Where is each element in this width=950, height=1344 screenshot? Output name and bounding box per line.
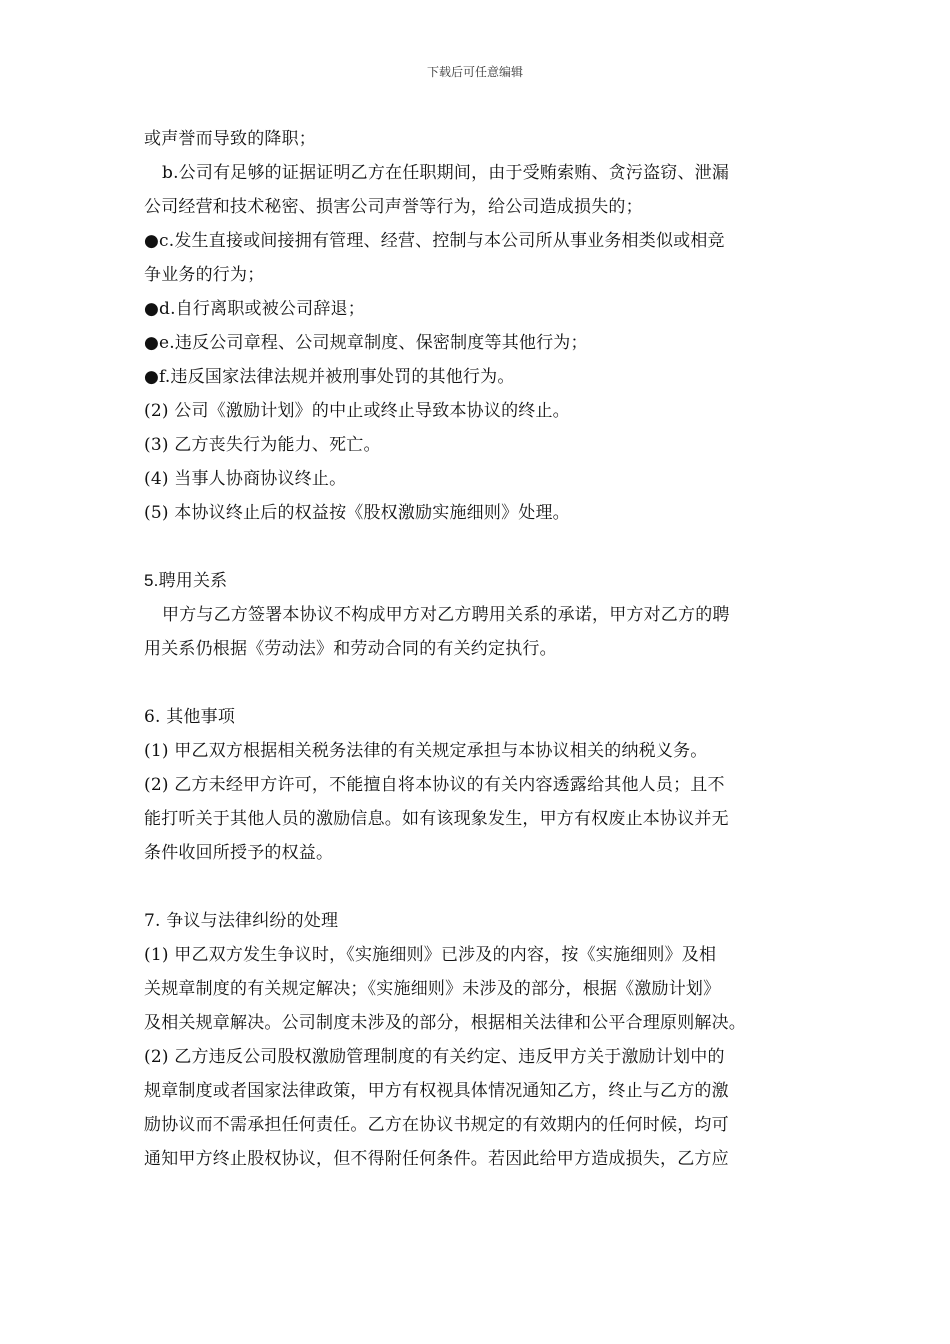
paragraph-line: 能打听关于其他人员的激励信息。如有该现象发生，甲方有权废止本协议并无: [144, 809, 729, 829]
spacer: [144, 870, 808, 904]
paragraph-line: 规章制度或者国家法律政策，甲方有权视具体情况通知乙方，终止与乙方的激: [144, 1081, 729, 1101]
clause-item: (1) 甲乙双方根据相关税务法律的有关规定承担与本协议相关的纳税义务。: [144, 741, 708, 761]
list-item: ●f.违反国家法律法规并被刑事处罚的其他行为。: [144, 367, 515, 387]
paragraph-line: 及相关规章解决。公司制度未涉及的部分，根据相关法律和公平合理原则解决。: [144, 1013, 746, 1033]
paragraph-line: 通知甲方终止股权协议，但不得附任何条件。若因此给甲方造成损失，乙方应: [144, 1149, 729, 1169]
list-item: ●c.发生直接或间接拥有管理、经营、控制与本公司所从事业务相类似或相竞: [144, 231, 725, 251]
spacer: [144, 530, 808, 564]
document-body: [144, 122, 808, 1176]
clause-item: (2) 乙方未经甲方许可，不能擅自将本协议的有关内容透露给其他人员；且不: [144, 775, 725, 795]
page-header: 下载后可任意编辑: [426, 65, 523, 79]
section-heading: 7. 争议与法律纠纷的处理: [144, 911, 339, 931]
clause-item: (5) 本协议终止后的权益按《股权激励实施细则》处理。: [144, 503, 570, 523]
clause-item: (4) 当事人协商协议终止。: [144, 469, 347, 489]
paragraph-line: 用关系仍根据《劳动法》和劳动合同的有关约定执行。: [144, 639, 557, 659]
paragraph-line: 或声誉而导致的降职；: [144, 129, 316, 149]
list-item: ●d.自行离职或被公司辞退；: [144, 299, 365, 319]
paragraph-line: 条件收回所授予的权益。: [144, 843, 334, 863]
section-heading: 5.聘用关系: [144, 571, 228, 590]
paragraph-line: 公司经营和技术秘密、损害公司声誉等行为，给公司造成损失的；: [144, 197, 643, 217]
section-heading: 6. 其他事项: [144, 707, 236, 727]
paragraph-line: b.公司有足够的证据证明乙方在任职期间，由于受贿索贿、贪污盗窃、泄漏: [162, 163, 730, 183]
spacer: [144, 666, 808, 700]
clause-item: (2) 公司《激励计划》的中止或终止导致本协议的终止。: [144, 401, 570, 421]
paragraph-line: 关规章制度的有关规定解决；《实施细则》未涉及的部分，根据《激励计划》: [144, 979, 721, 999]
clause-item: (3) 乙方丧失行为能力、死亡。: [144, 435, 381, 455]
paragraph-line: 争业务的行为；: [144, 265, 265, 285]
paragraph-line: 甲方与乙方签署本协议不构成甲方对乙方聘用关系的承诺，甲方对乙方的聘: [162, 605, 730, 625]
clause-item: (2) 乙方违反公司股权激励管理制度的有关约定、违反甲方关于激励计划中的: [144, 1047, 725, 1067]
paragraph-line: 励协议而不需承担任何责任。乙方在协议书规定的有效期内的任何时候，均可: [144, 1115, 729, 1135]
list-item: ●e.违反公司章程、公司规章制度、保密制度等其他行为；: [144, 333, 588, 353]
clause-item: (1) 甲乙双方发生争议时，《实施细则》已涉及的内容，按《实施细则》及相: [144, 945, 717, 965]
